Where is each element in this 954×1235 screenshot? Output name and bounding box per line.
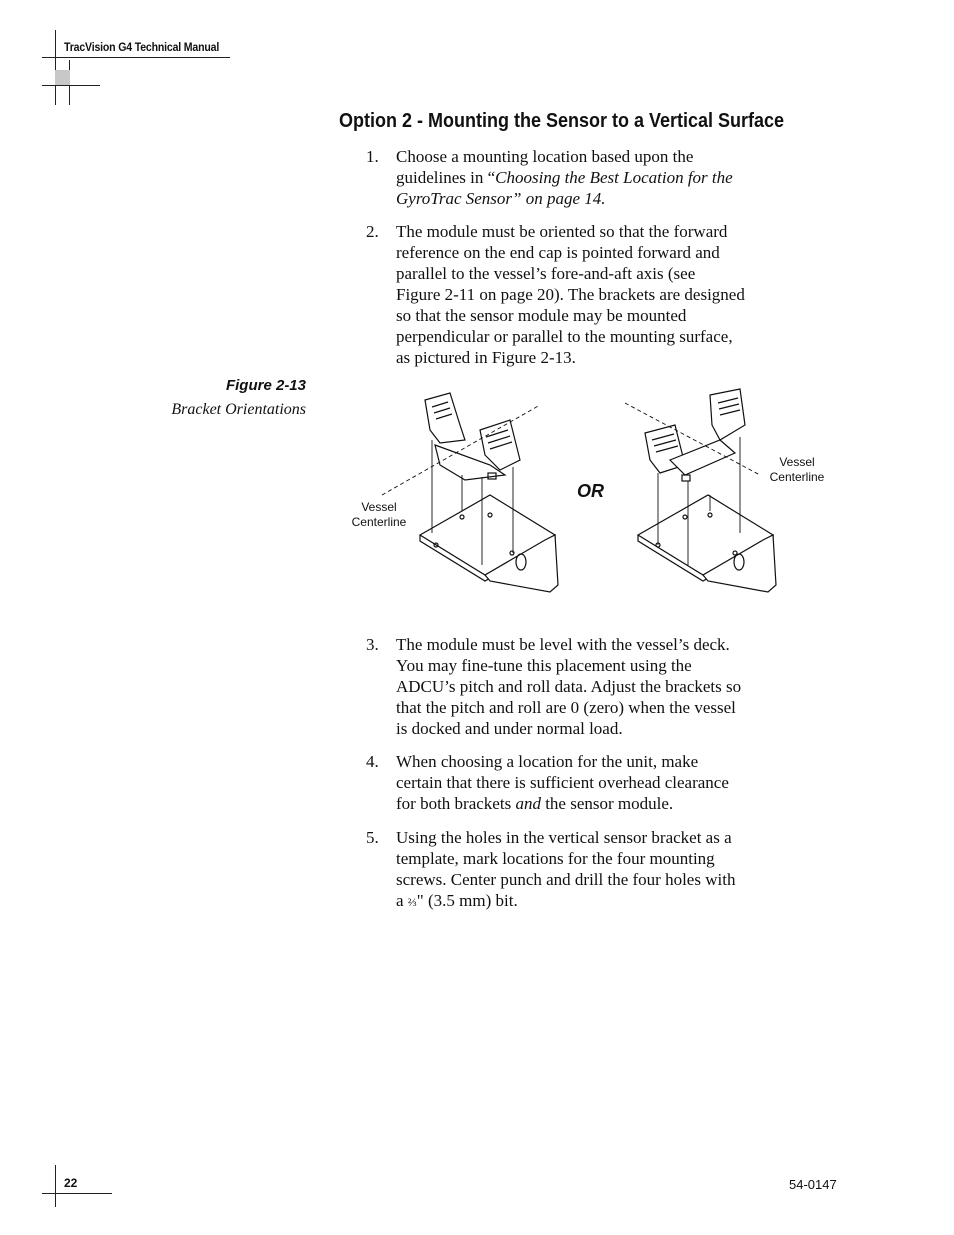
list-number: 3. (366, 635, 379, 654)
list-text: perpendicular or parallel to the mounting surface, (396, 327, 733, 346)
list-text: screws. Center punch and drill the four holes with (396, 870, 736, 889)
running-header: TracVision G4 Technical Manual (64, 40, 220, 54)
list-text: ADCU’s pitch and roll data. Adjust the brackets so (396, 677, 742, 696)
list-text: template, mark locations for the four mounting (396, 849, 715, 868)
list-item-5 (366, 827, 786, 913)
list-item-1 (366, 146, 786, 209)
list-text: parallel to the vessel’s fore-and-aft axis (see (396, 264, 696, 283)
figure-label: Figure 2-13 (225, 377, 306, 394)
vessel-centerline-label-right: Vessel Centerline (769, 455, 825, 484)
page-number: 22 (64, 1176, 78, 1190)
list-number: 5. (366, 828, 379, 847)
list-number: 1. (366, 147, 379, 166)
list-item-3 (366, 634, 786, 739)
list-text: The module must be level with the vessel’s deck. (396, 635, 730, 654)
vessel-centerline-label-left: Vessel Centerline (351, 500, 407, 529)
list-text: as pictured in Figure 2-13. (396, 348, 576, 367)
list-text: is docked and under normal load. (396, 719, 623, 738)
list-number: 4. (366, 752, 379, 771)
list-item-4 (366, 751, 786, 814)
list-text: certain that there is sufficient overhead clearance (396, 773, 729, 792)
emphasis: and (515, 794, 541, 813)
list-text: a ⅔" (3.5 mm) bit. (396, 891, 518, 910)
list-number: 2. (366, 222, 379, 241)
crop-mark-horizontal (42, 85, 100, 86)
footer-crop-vertical (55, 1165, 56, 1207)
section-title: Option 2 - Mounting the Sensor to a Vertical Surface (339, 110, 785, 132)
document-number: 54-0147 (789, 1177, 837, 1192)
list-text: guidelines in “Choosing the Best Location for the (396, 168, 733, 187)
list-text: so that the sensor module may be mounted (396, 306, 687, 325)
fraction: ⅔ (407, 895, 417, 909)
right-bracket-assembly (625, 389, 776, 592)
footer-rule (42, 1193, 112, 1194)
left-bracket-assembly (382, 393, 558, 592)
cross-reference: Choosing the Best Location for the (495, 168, 733, 187)
list-text: Figure 2-11 on page 20). The brackets are designed (396, 285, 745, 304)
list-text: The module must be oriented so that the forward (396, 222, 728, 241)
crop-mark-square (55, 70, 70, 85)
cross-reference: GyroTrac Sensor” on page 14. (396, 189, 606, 208)
crop-mark-vertical (55, 30, 56, 105)
list-text: reference on the end cap is pointed forward and (396, 243, 720, 262)
header-rule (42, 57, 230, 58)
list-item-2 (366, 221, 786, 368)
list-text: that the pitch and roll are 0 (zero) when the vessel (396, 698, 736, 717)
list-text: Choose a mounting location based upon the (396, 147, 694, 166)
list-text: You may fine-tune this placement using the (396, 656, 692, 675)
list-text: When choosing a location for the unit, make (396, 752, 699, 771)
or-label: OR (577, 481, 604, 501)
list-text: for both brackets and the sensor module. (396, 794, 674, 813)
list-text: Using the holes in the vertical sensor bracket as a (396, 828, 732, 847)
figure-caption: Bracket Orientations (171, 401, 306, 418)
